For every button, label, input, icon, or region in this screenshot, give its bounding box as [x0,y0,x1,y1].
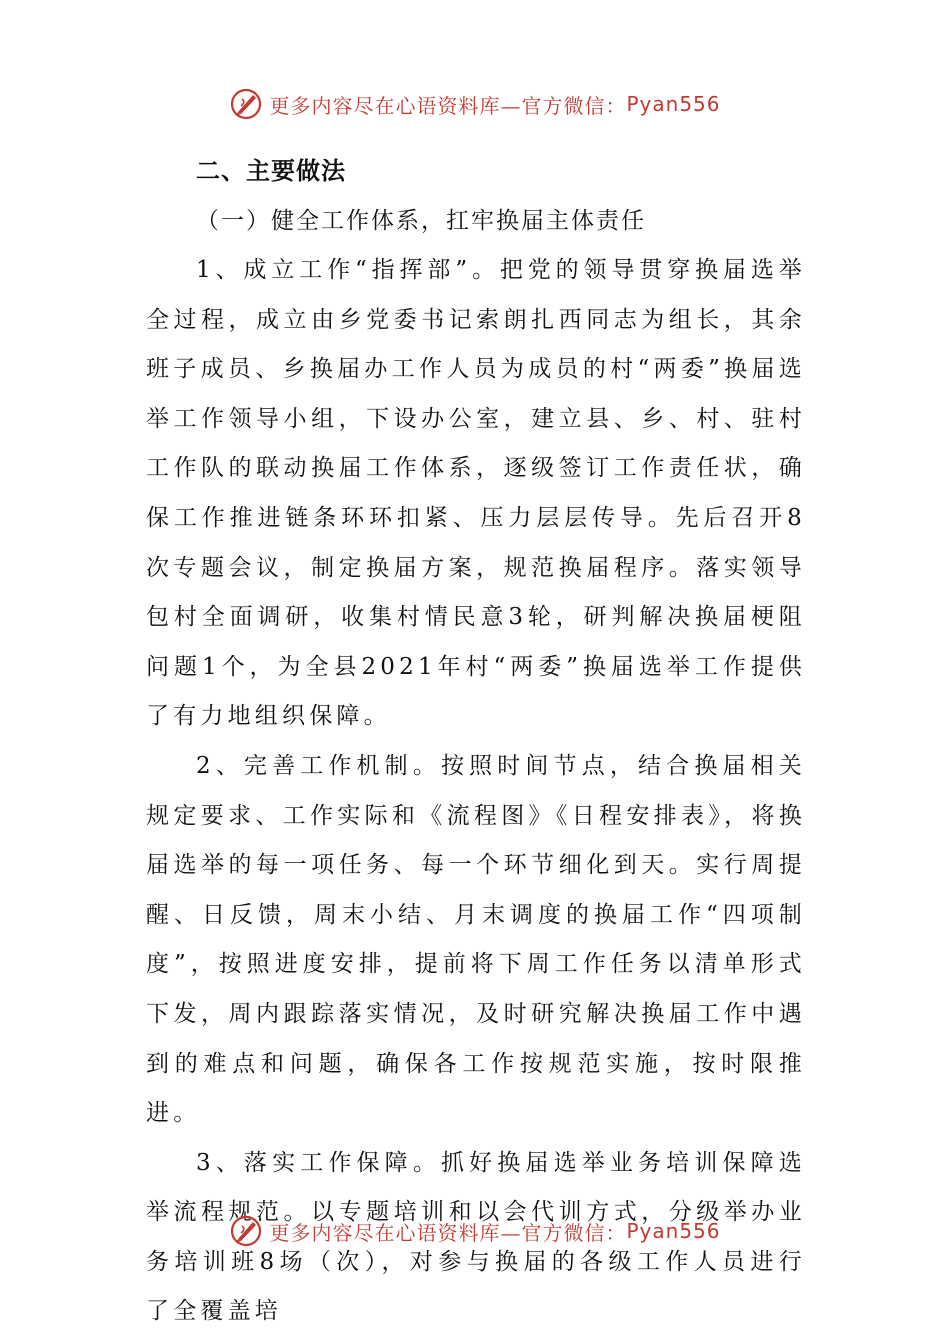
watermark-wechat-id: Pyan556 [626,92,721,116]
paragraph-1: 1、成立工作“指挥部”。把党的领导贯穿换届选举全过程，成立由乡党委书记索朗扎西同志为组长，其余班子成员、乡换届办工作人员为成员的村“两委”换届选举工作领导小组，下设办公室，建立县、乡、村、驻村工作队的联动换届工作体系，逐级签订工作责任状，确保工作推进链条环环扣紧、压力层层传导。先后召开8次专题会议，制定换届方案，规范换届程序。落实领导包村全面调研，收集村情民意3轮，研判解决换届梗阻问题1个，为全县2021年村“两委”换届选举工作提供了有力地组织保障。 [146,257,806,730]
pen-logo-icon [229,1214,263,1248]
document-body [146,146,806,1337]
footer-watermark [0,1211,950,1251]
header-watermark [0,84,950,124]
watermark-text: 更多内容尽在心语资料库—官方微信： [269,1220,627,1245]
subsection-title: （一）健全工作体系，扛牢换届主体责任 [196,208,646,234]
pen-logo-icon [229,87,263,121]
watermark-wechat-id: Pyan556 [626,1219,721,1243]
section-title: 二、主要做法 [196,157,346,185]
paragraph-3: 3、落实工作保障。抓好换届选举业务培训保障选举流程规范。以专题培训和以会代训方式，分级举办业务培训班8场（次），对参与换届的各级工作人员进行了全覆盖培 [146,1149,806,1325]
watermark-text: 更多内容尽在心语资料库—官方微信： [269,93,627,118]
paragraph-2: 2、完善工作机制。按照时间节点，结合换届相关规定要求、工作实际和《流程图》《日程安排表》，将换届选举的每一项任务、每一个环节细化到天。实行周提醒、日反馈，周末小结、月末调度的换届工作“四项制度”，按照进度安排，提前将下周工作任务以清单形式下发，周内跟踪落实情况，及时研究解决换届工作中遇到的难点和问题，确保各工作按规范实施，按时限推进。 [146,752,806,1127]
